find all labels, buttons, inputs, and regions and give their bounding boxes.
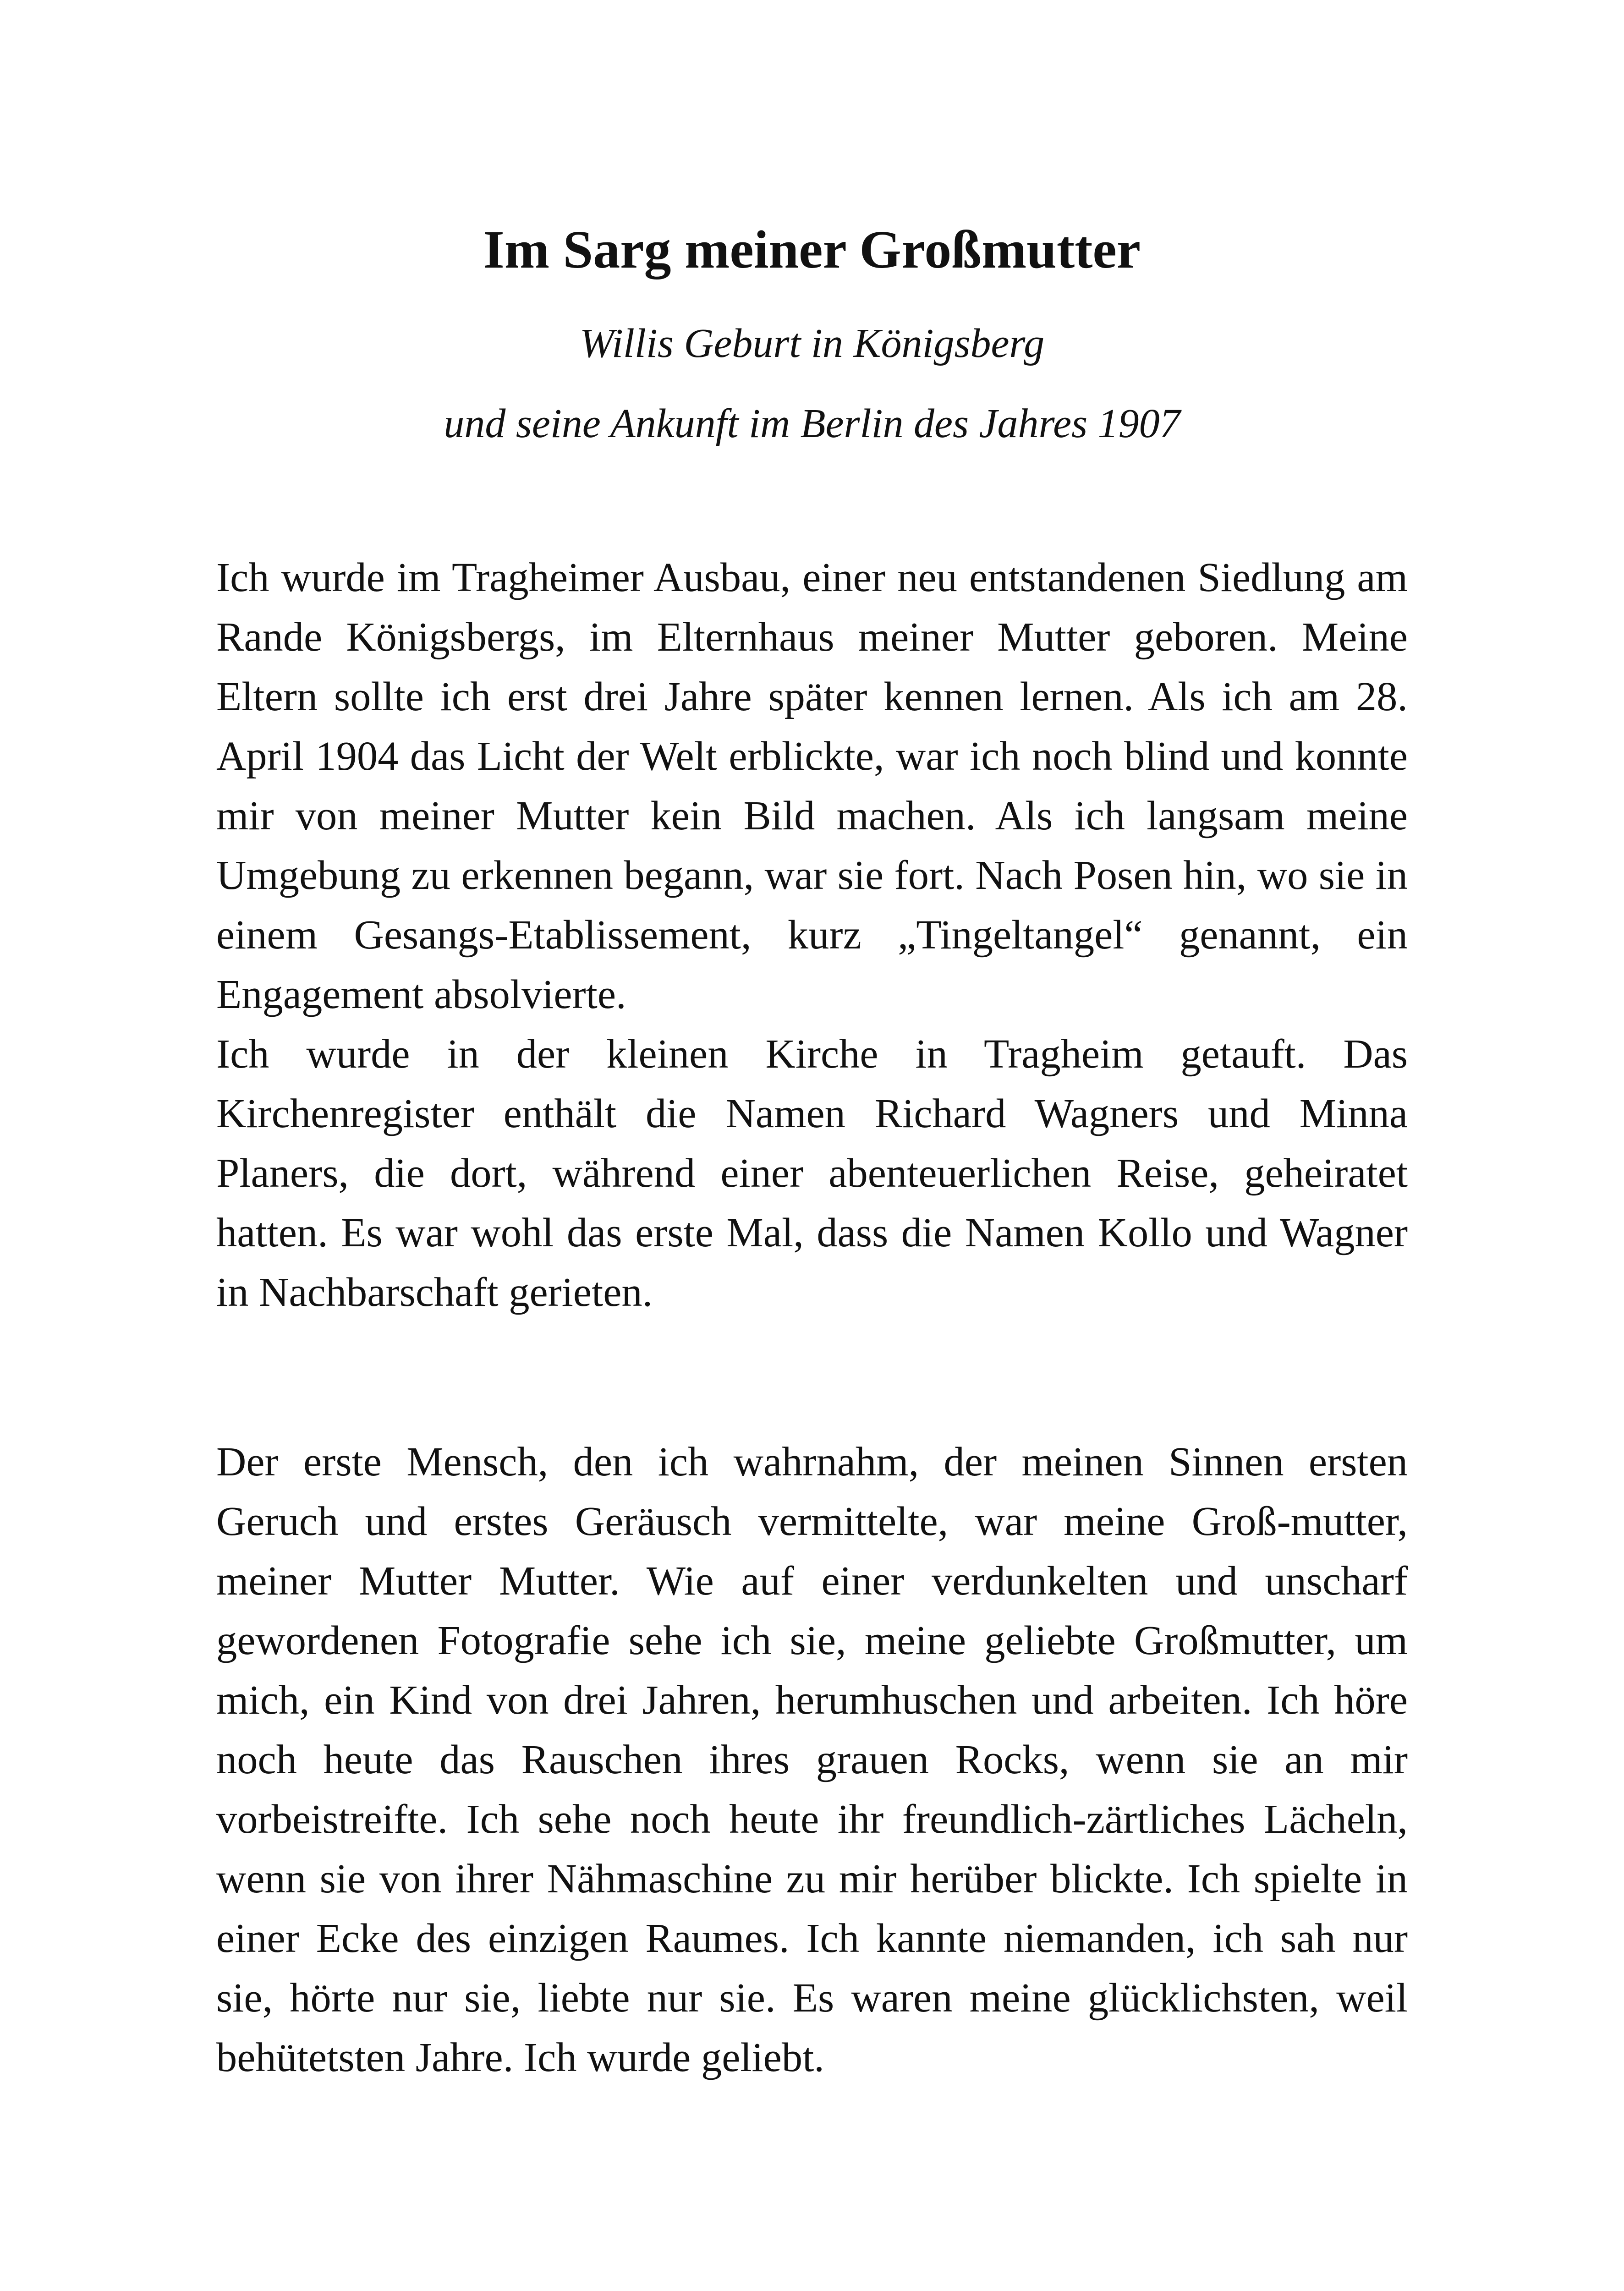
paragraph-baptism: Ich wurde in der kleinen Kirche in Tragheim getauft. Das Kirchenregister enthält die Namen Richard Wagners und Minna Planers, die dort, während einer abenteuerlichen Reise, geheiratet hatten. Es war wohl das erste Mal, dass die Namen Kollo und Wagner in Nachbarschaft gerieten.	[216, 1030, 1408, 1315]
paragraph-grandmother: Der erste Mensch, den ich wahrnahm, der meinen Sinnen ersten Geruch und erstes Geräusch vermittelte, war meine Groß-mutter, meiner Mutter Mutter. Wie auf einer verdunkelten und unscharf gewordenen Fotografie sehe ich sie, meine geliebte Großmutter, um mich, ein Kind von drei Jahren, herumhuschen und arbeiten. Ich höre noch heute das Rauschen ihres grauen Rocks, wenn sie an mir vorbeistreifte. Ich sehe noch heute ihr freundlich-zärtliches Lächeln, wenn sie von ihrer Nähmaschine zu mir herüber blickte. Ich spielte in einer Ecke des einzigen Raumes. Ich kannte niemanden, ich sah nur sie, hörte nur sie, liebte nur sie. Es waren meine glücklichsten, weil behütetsten Jahre. Ich wurde geliebt.	[216, 1438, 1408, 2080]
body-text-section-2	[216, 1432, 1408, 2087]
paragraph-birth: Ich wurde im Tragheimer Ausbau, einer neu entstandenen Siedlung am Rande Königsbergs, im Elternhaus meiner Mutter geboren. Meine Eltern sollte ich erst drei Jahre später kennen lernen. Als ich am 28. April 1904 das Licht der Welt erblickte, war ich noch blind und konnte mir von meiner Mutter kein Bild machen. Als ich langsam meine Umgebung zu erkennen begann, war sie fort. Nach Posen hin, wo sie in einem Gesangs-Etablissement, kurz „Tingeltangel“ genannt, ein Engagement absolvierte.	[216, 554, 1408, 1017]
chapter-title: Im Sarg meiner Großmutter	[483, 219, 1141, 280]
body-text-section-1	[216, 548, 1408, 1322]
chapter-subtitle-line-2: und seine Ankunft im Berlin des Jahres 1907	[444, 401, 1180, 446]
chapter-subtitle-line-1: Willis Geburt in Königsberg	[579, 321, 1045, 366]
